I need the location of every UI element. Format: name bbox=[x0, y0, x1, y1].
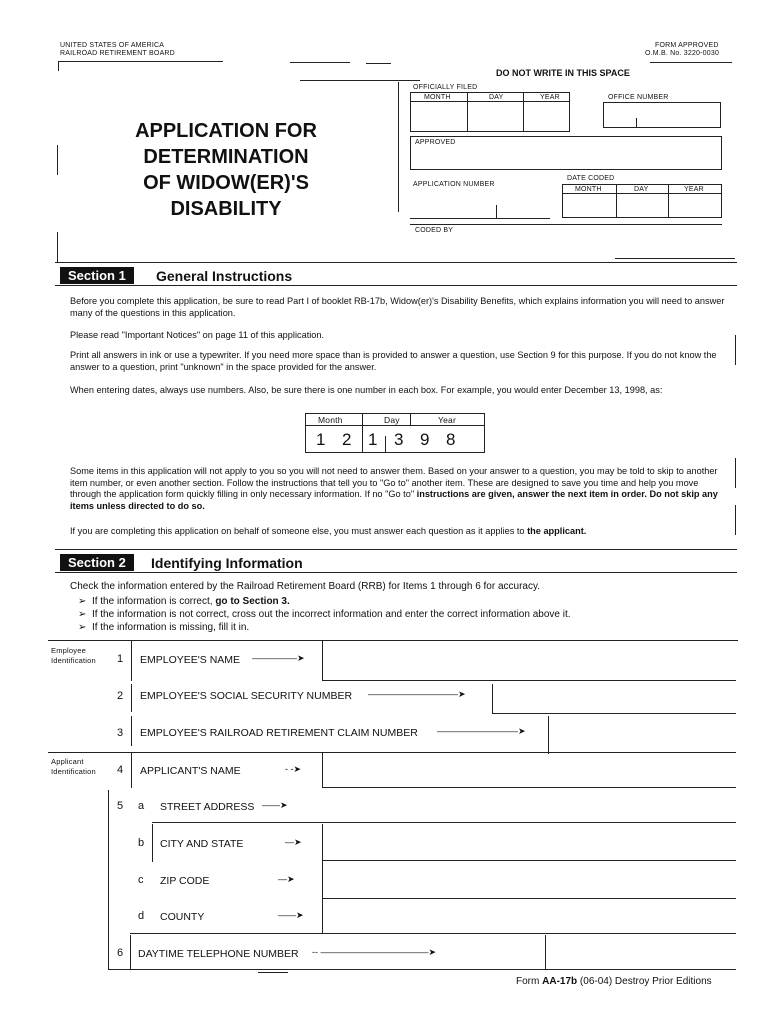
bullet-correct: ➢ If the information is correct, go to Section 3. bbox=[78, 596, 290, 607]
title-line4: DISABILITY bbox=[170, 198, 282, 220]
item-number: 3 bbox=[117, 727, 124, 739]
title-line1: APPLICATION FOR bbox=[135, 120, 317, 142]
example-digit: 8 bbox=[446, 430, 456, 449]
filed-day-label: DAY bbox=[489, 94, 504, 101]
employee-claim-field[interactable] bbox=[548, 752, 736, 753]
item-number: 2 bbox=[117, 690, 124, 702]
item-label: STREET ADDRESS bbox=[160, 801, 255, 813]
zip-code-field[interactable] bbox=[322, 898, 736, 899]
example-digit: 3 bbox=[394, 430, 404, 449]
employee-name-field[interactable] bbox=[322, 641, 736, 681]
instructions-p4: When entering dates, always use numbers. Also, be sure there is one number in each box. For example, you would enter December 13, 1998, as: bbox=[70, 385, 663, 395]
bullet-correct-bold: go to Section 3. bbox=[215, 596, 290, 607]
telephone-field[interactable] bbox=[545, 969, 736, 970]
bullet-not-correct-text: If the information is not correct, cross out the incorrect information and enter the correct information above it. bbox=[91, 609, 571, 620]
item-label: EMPLOYEE'S NAME bbox=[140, 654, 241, 666]
section1-label: Section 1 bbox=[60, 267, 134, 284]
group-applicant-label-1: Applicant bbox=[51, 757, 84, 766]
instructions-p3: Print all answers in ink or use a typewriter. If you need more space than is provided to answer a question, use Section 9 for this purpose. If you do not know the answer to a question, print "unknown" in the space provided for the answer. bbox=[70, 350, 717, 372]
section2-label: Section 2 bbox=[60, 554, 134, 571]
instructions-p6-bold: the applicant. bbox=[527, 526, 587, 536]
application-number-label: APPLICATION NUMBER bbox=[413, 181, 495, 188]
approved-label: APPROVED bbox=[415, 139, 456, 146]
filed-month-label: MONTH bbox=[424, 94, 451, 101]
office-number-label: OFFICE NUMBER bbox=[608, 94, 669, 101]
item-number: 5 bbox=[117, 800, 124, 812]
instructions-p5 bbox=[70, 466, 730, 512]
date-coded-label: DATE CODED bbox=[567, 175, 615, 182]
arrow-right-icon: ——➤ bbox=[262, 800, 288, 810]
officially-filed-label: OFFICIALLY FILED bbox=[413, 84, 478, 91]
section2-title: Identifying Information bbox=[151, 555, 303, 571]
approved-box[interactable] bbox=[410, 136, 722, 170]
item-number: 4 bbox=[117, 764, 124, 776]
group-employee-label-1: Employee bbox=[51, 646, 86, 655]
item-label: ZIP CODE bbox=[160, 875, 210, 887]
employee-ssn-field[interactable] bbox=[492, 713, 736, 714]
item-label: CITY AND STATE bbox=[160, 838, 244, 850]
coded-by-label: CODED BY bbox=[415, 227, 454, 234]
example-year-label: Year bbox=[438, 415, 456, 425]
arrow-right-icon: —➤ bbox=[285, 837, 302, 847]
item-sub-letter: a bbox=[138, 800, 145, 812]
instructions-p6 bbox=[70, 526, 750, 538]
arrow-right-icon: ——➤ bbox=[278, 910, 304, 920]
filed-year-label: YEAR bbox=[540, 94, 560, 101]
footer-edition: (06-04) Destroy Prior Editions bbox=[579, 976, 712, 987]
instructions-p5-bold: instructions are given, answer the next item in order. Do not skip any items unless directed to do so. bbox=[70, 489, 718, 511]
bullet-missing: ➢ If the information is missing, fill it in. bbox=[78, 622, 250, 633]
example-digit: 2 bbox=[342, 430, 352, 449]
instructions-p2: Please read "Important Notices" on page 11 of this application. bbox=[70, 330, 325, 340]
office-number-box[interactable] bbox=[603, 102, 721, 128]
example-digit: 1 bbox=[368, 430, 378, 449]
arrow-right-icon: ——————————➤ bbox=[368, 689, 466, 699]
bullet-correct-text: If the information is correct, bbox=[91, 596, 213, 607]
item-sub-letter: b bbox=[138, 837, 145, 849]
agency-line2: RAILROAD RETIREMENT BOARD bbox=[60, 50, 175, 57]
coded-month-label: MONTH bbox=[575, 186, 602, 193]
coded-day-label: DAY bbox=[634, 186, 649, 193]
form-title bbox=[96, 118, 356, 222]
arrow-right-icon: -- ————————————➤ bbox=[312, 947, 437, 957]
item-sub-letter: c bbox=[138, 874, 144, 886]
title-line2: DETERMINATION bbox=[143, 146, 309, 168]
example-month-label: Month bbox=[318, 415, 343, 425]
do-not-write-label: DO NOT WRITE IN THIS SPACE bbox=[496, 68, 630, 78]
instructions-p1: Before you complete this application, be sure to read Part I of booklet RB-17b, Widow(er)'s Disability Benefits, which explains information you will need to answer many of the questions in this application. bbox=[70, 296, 725, 318]
applicant-name-field[interactable] bbox=[322, 787, 736, 788]
item-label: APPLICANT'S NAME bbox=[140, 765, 241, 777]
city-state-field[interactable] bbox=[322, 860, 736, 861]
coded-year-label: YEAR bbox=[684, 186, 704, 193]
form-approved: FORM APPROVED bbox=[655, 42, 719, 49]
street-address-field[interactable] bbox=[152, 822, 736, 823]
arrow-right-icon: —————➤ bbox=[252, 653, 305, 663]
item-label: COUNTY bbox=[160, 911, 205, 923]
section1-title: General Instructions bbox=[156, 268, 293, 284]
example-day-label: Day bbox=[384, 415, 400, 425]
group-employee-label-2: Identification bbox=[51, 656, 96, 665]
arrow-right-icon: —➤ bbox=[278, 874, 295, 884]
item-label: EMPLOYEE'S SOCIAL SECURITY NUMBER bbox=[140, 690, 353, 702]
title-line3: OF WIDOW(ER)'S bbox=[143, 172, 309, 194]
bullet-missing-text: If the information is missing, fill it in. bbox=[91, 622, 250, 633]
example-digit: 9 bbox=[420, 430, 430, 449]
form-footer bbox=[516, 976, 712, 987]
footer-form-number: AA-17b bbox=[542, 976, 578, 987]
footer-form-word: Form bbox=[516, 976, 540, 987]
agency-line1: UNITED STATES OF AMERICA bbox=[60, 42, 165, 49]
item-number: 1 bbox=[117, 653, 124, 665]
instructions-p5-text: Some items in this application will not apply to you so you will not need to answer them. Based on your answer to a question, you may be told to skip to another item number, or even another section. Follow the instructions that tell you to "Go to" another item. These are designed to save you time and help you move through the application form quickly filling in only necessary information. If no "Go to" bbox=[70, 466, 718, 499]
item-label: DAYTIME TELEPHONE NUMBER bbox=[138, 948, 299, 960]
item-label: EMPLOYEE'S RAILROAD RETIREMENT CLAIM NUMBER bbox=[140, 727, 418, 739]
item-number: 6 bbox=[117, 947, 124, 959]
group-applicant-label-2: Identification bbox=[51, 767, 96, 776]
section2-intro: Check the information entered by the Railroad Retirement Board (RRB) for Items 1 through 6 for accuracy. bbox=[70, 581, 541, 592]
example-digit: 1 bbox=[316, 430, 326, 449]
omb-number: O.M.B. No. 3220-0030 bbox=[645, 50, 720, 57]
bullet-not-correct: ➢ If the information is not correct, cross out the incorrect information and enter the correct information above it. bbox=[78, 609, 571, 620]
item-sub-letter: d bbox=[138, 910, 145, 922]
arrow-right-icon: —————————➤ bbox=[437, 726, 526, 736]
arrow-right-icon: - -➤ bbox=[285, 764, 302, 774]
county-field[interactable] bbox=[130, 933, 736, 934]
instructions-p6-text: If you are completing this application on behalf of someone else, you must answer each question as it applies to bbox=[70, 526, 525, 536]
